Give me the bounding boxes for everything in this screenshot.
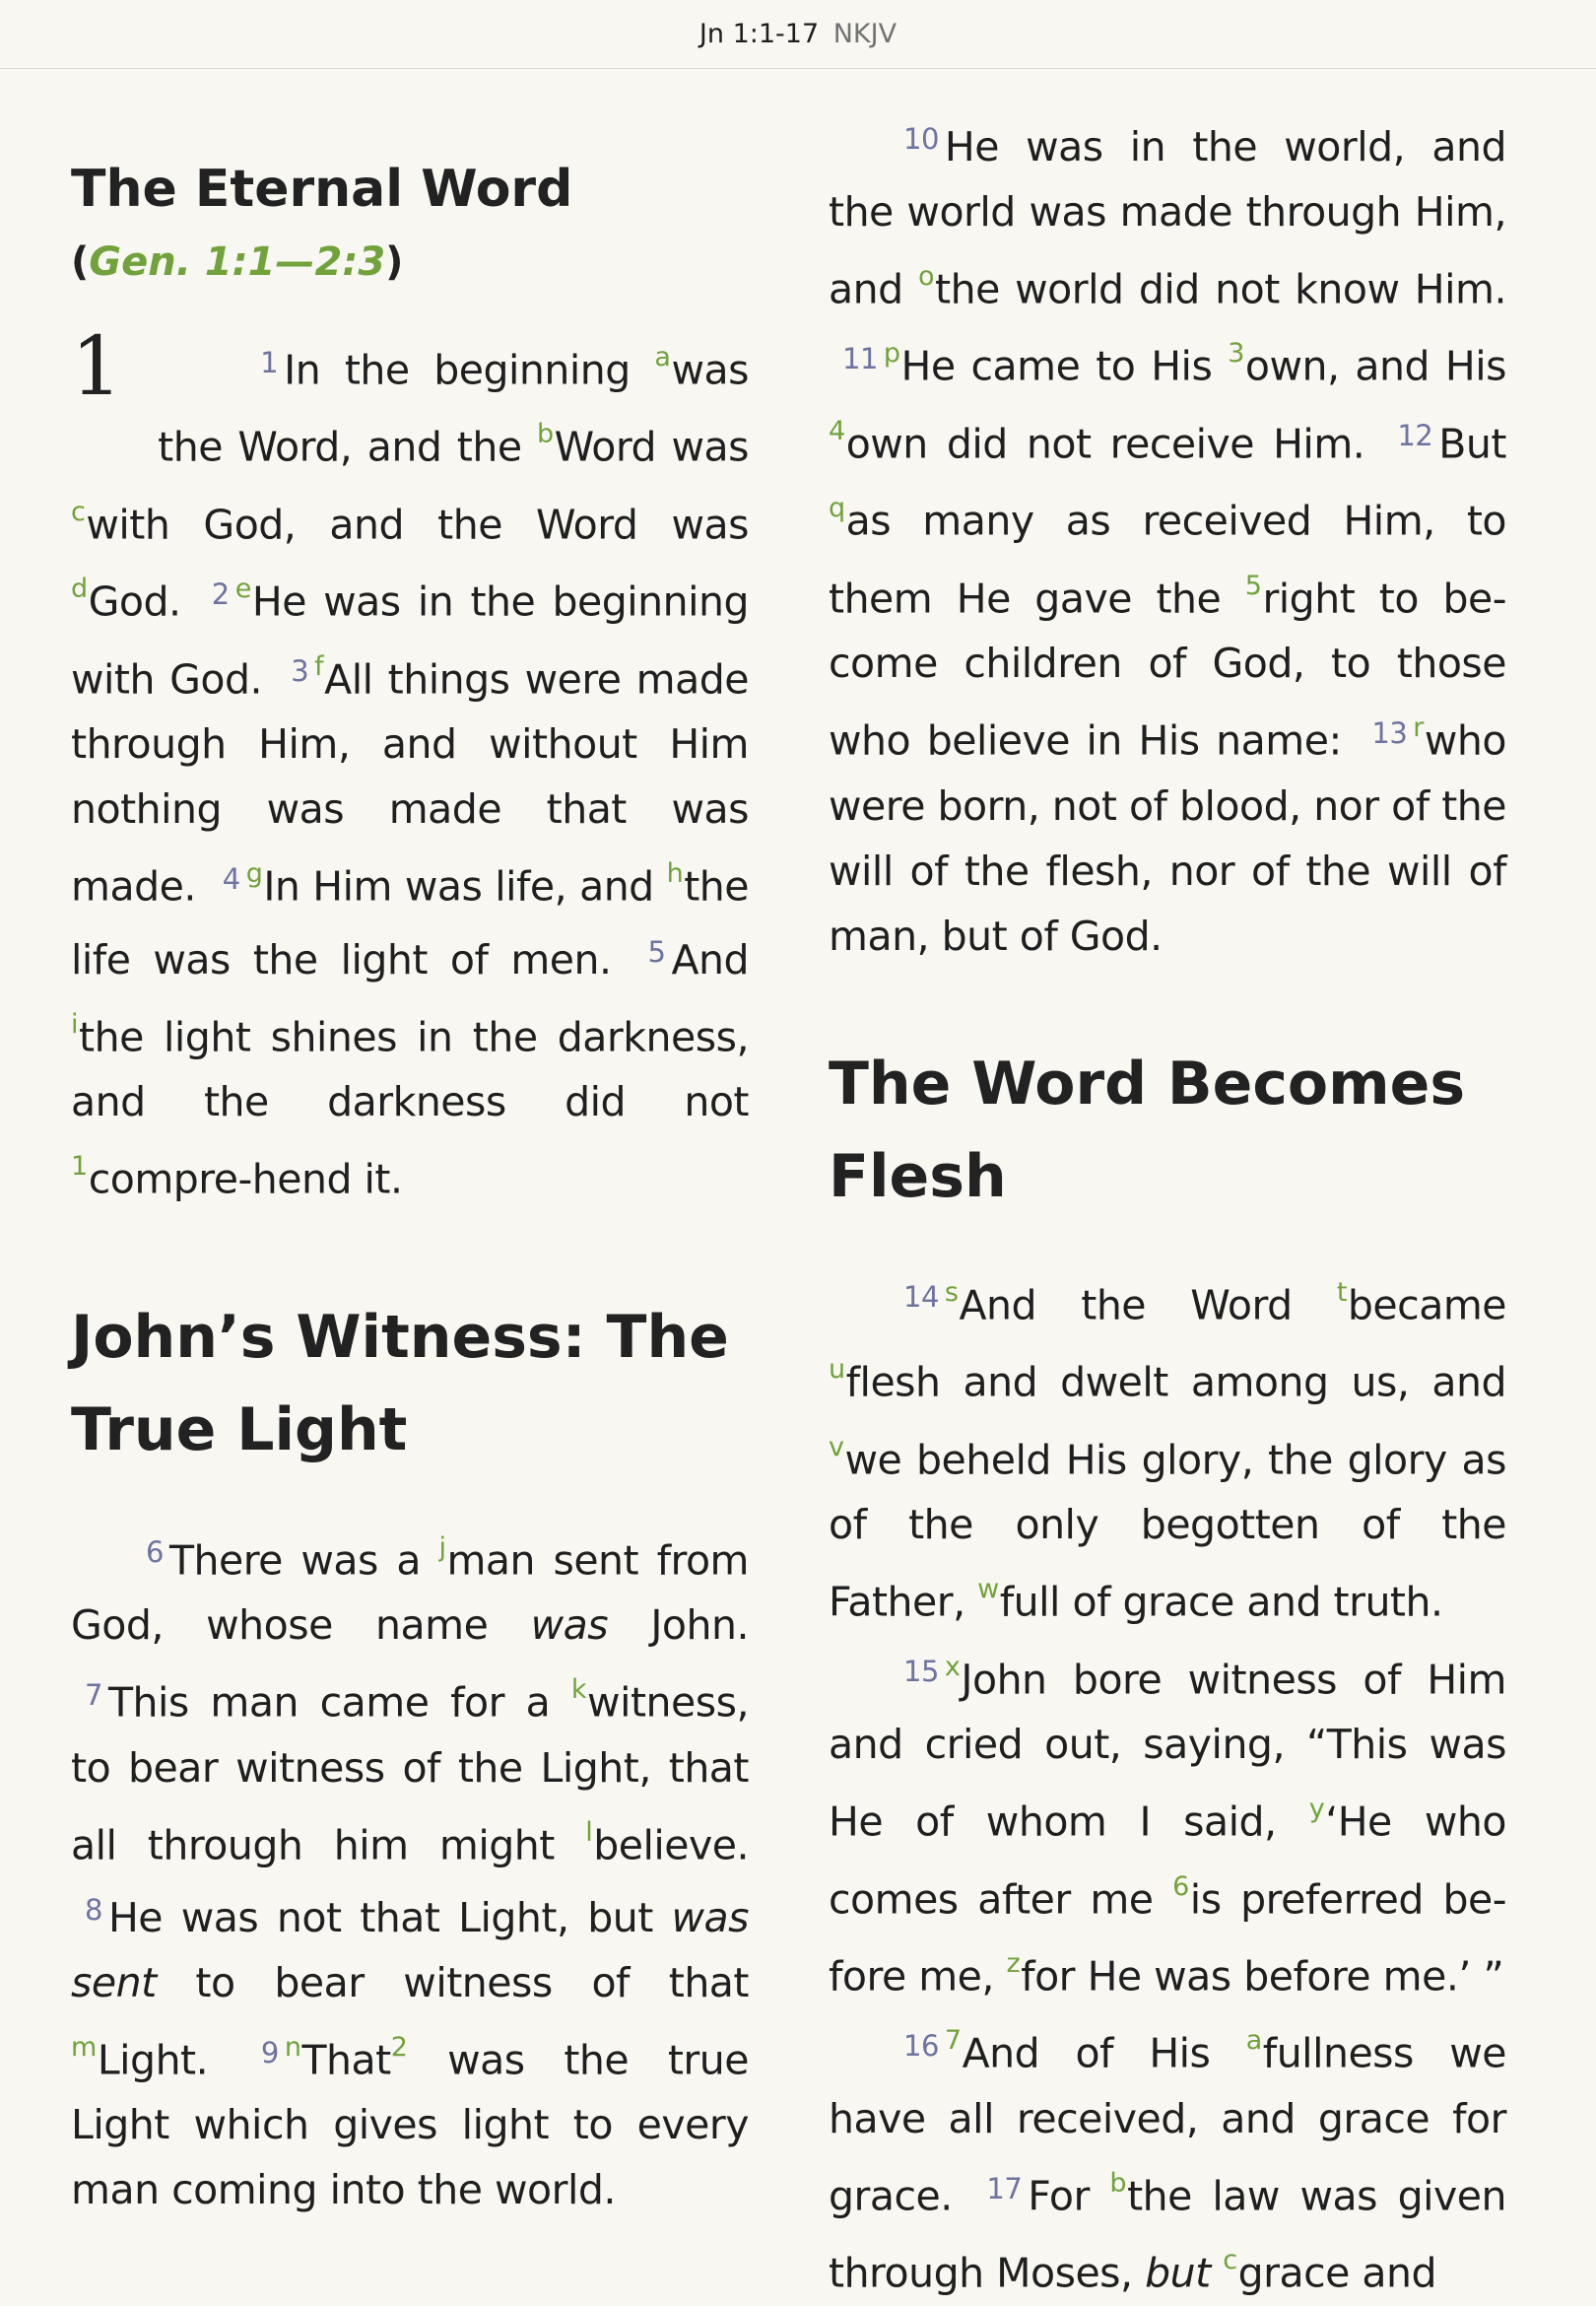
verse-paragraph [829, 106, 1506, 969]
footnote-marker[interactable]: y [1308, 1794, 1325, 1825]
right-column [829, 106, 1506, 2306]
verse-number[interactable]: 6 [146, 1535, 164, 1570]
footnote-marker[interactable]: j [438, 1531, 446, 1563]
verse-text: to bear witness of that [156, 1958, 749, 2006]
passage-reference[interactable]: Jn 1:1-17 [698, 19, 820, 49]
verse-text: for He was before me.’ ” [1021, 1952, 1504, 2001]
verse-number[interactable]: 16 [903, 2029, 939, 2064]
verse-text: the law was given through Moses, [829, 2172, 1506, 2297]
verse-number[interactable]: 10 [903, 122, 939, 156]
footnote-marker[interactable]: t [1336, 1276, 1347, 1308]
verse-text: Light. [97, 2036, 247, 2084]
verse-text: as many as received Him, to them He gave the [829, 497, 1506, 623]
footnote-marker[interactable]: q [829, 493, 845, 524]
verse-text: witness, to bear witness of the Light, that all through him might [71, 1678, 749, 1869]
footnote-marker[interactable]: x [944, 1651, 961, 1682]
verse-text: right to be-come children of God, to those who believe in His name: [829, 575, 1506, 765]
verse-paragraph [829, 2008, 1506, 2305]
verse-text: For [1028, 2172, 1110, 2220]
footnote-marker[interactable]: c [71, 496, 86, 527]
footnote-marker[interactable]: 1 [71, 1151, 88, 1183]
verse-text: That [301, 2036, 391, 2084]
verse-text: ‘He who comes after me [829, 1797, 1506, 1923]
heading-cross-reference [71, 233, 749, 292]
verse-number[interactable]: 13 [1371, 715, 1408, 750]
verse-text: All things were made through Him, and without Him nothing was made that was made. [71, 655, 749, 911]
footnote-marker[interactable]: a [654, 342, 671, 373]
footnote-marker[interactable]: k [570, 1674, 587, 1706]
verse-paragraph [71, 1516, 749, 2223]
verse-text: the light shines in the darkness, and the darkness did not [71, 1013, 749, 1126]
footnote-marker[interactable]: g [245, 858, 263, 890]
verse-text: flesh and dwelt among us, and [845, 1358, 1506, 1406]
verse-text: was the true Light which gives light to every man coming into the world. [71, 2036, 749, 2214]
italic-text: but [1145, 2249, 1211, 2297]
verse-number[interactable]: 9 [260, 2035, 279, 2069]
footnote-marker[interactable]: m [71, 2031, 97, 2063]
verse-paragraph [71, 320, 750, 1212]
verse-text: In the beginning [284, 346, 655, 394]
footnote-marker[interactable]: b [1109, 2167, 1127, 2199]
verse-text: we beheld His glory, the glory as of the only begotten of the Father, [829, 1436, 1506, 1626]
verse-number[interactable]: 17 [986, 2171, 1023, 2205]
verse-number[interactable]: 14 [903, 1280, 939, 1315]
verse-number[interactable]: 7 [85, 1677, 102, 1712]
xref-open-paren: ( [71, 239, 90, 285]
footnote-marker[interactable]: w [977, 1574, 999, 1605]
section-heading-word-becomes-flesh: The Word Becomes Flesh [829, 1049, 1466, 1211]
verse-number[interactable]: 1 [260, 345, 279, 379]
verse-number[interactable]: 15 [903, 1655, 939, 1689]
verse-text: This man came for a [107, 1678, 571, 1727]
verse-text: own, and His [1244, 342, 1507, 390]
verse-text: And [671, 935, 749, 983]
verse-text: He came to His [900, 342, 1229, 390]
verse-text: John. [608, 1601, 749, 1650]
verse-text: John bore witness of Him and cried out, saying, “This was He of whom I said, [829, 1656, 1506, 1846]
footnote-marker[interactable]: u [829, 1354, 845, 1386]
footnote-marker[interactable]: c [1223, 2245, 1237, 2276]
verse-paragraph [829, 1260, 1506, 1635]
footnote-marker[interactable]: v [829, 1431, 844, 1462]
verse-text: own did not receive Him. [845, 420, 1384, 468]
footnote-marker[interactable]: 5 [1244, 570, 1262, 601]
footnote-marker[interactable]: n [284, 2031, 301, 2063]
verse-text: He was in the beginning with God. [71, 577, 750, 704]
chapter-number: 1 [71, 320, 123, 414]
footnote-marker[interactable]: 2 [390, 2031, 408, 2063]
verse-number[interactable]: 5 [647, 934, 666, 969]
footnote-marker[interactable]: s [944, 1276, 959, 1308]
verse-text: believe. [593, 1821, 749, 1869]
verse-text: the life was the light of men. [71, 862, 749, 983]
verse-text: He was not that Light, but [107, 1893, 672, 1941]
footnote-marker[interactable]: 7 [944, 2025, 962, 2057]
top-bar [0, 0, 1596, 69]
verse-text: He was in the world, and the world was made through Him, and [829, 122, 1506, 313]
footnote-marker[interactable]: d [71, 574, 88, 605]
footnote-marker[interactable]: a [1245, 2025, 1262, 2057]
verse-text: became [1347, 1281, 1506, 1329]
verse-text [1211, 2250, 1224, 2297]
verse-text: God. [88, 577, 198, 626]
bible-version[interactable]: NKJV [832, 19, 898, 49]
xref-link[interactable]: Gen. 1:1—2:3 [89, 239, 386, 285]
verse-number[interactable]: 3 [291, 654, 309, 689]
verse-text: with God, and the Word was [86, 501, 749, 549]
footnote-marker[interactable]: 6 [1172, 1870, 1189, 1902]
verse-number[interactable]: 2 [211, 577, 230, 611]
verse-text: was the Word, and the [158, 346, 749, 471]
footnote-marker[interactable]: p [883, 338, 900, 370]
verse-text: full of grace and truth. [999, 1578, 1443, 1626]
verse-number[interactable]: 8 [85, 1893, 102, 1928]
verse-text: And the Word [959, 1281, 1337, 1329]
verse-text: There was a [168, 1536, 439, 1585]
verse-text: fullness we have all received, and grace for grace. [829, 2029, 1506, 2220]
footnote-marker[interactable]: l [585, 1816, 593, 1848]
left-column [71, 118, 749, 2222]
section-heading-eternal-word: The Eternal Word [71, 160, 573, 219]
footnote-marker[interactable]: f [314, 650, 324, 682]
verse-text: But [1438, 420, 1506, 468]
footnote-marker[interactable]: i [71, 1008, 79, 1040]
footnote-marker[interactable]: e [234, 574, 251, 605]
verse-text: who were born, not of blood, nor of the will of the flesh, nor of the will of man, but of God. [829, 716, 1506, 960]
verse-text: the world did not know Him. [935, 265, 1507, 313]
verse-number[interactable]: 11 [842, 341, 878, 375]
footnote-marker[interactable]: b [537, 419, 554, 450]
italic-text: was sent [71, 1893, 749, 2006]
footnote-marker[interactable]: 4 [829, 415, 845, 446]
footnote-marker[interactable]: z [1006, 1947, 1021, 1979]
verse-text: And of His [962, 2029, 1246, 2077]
verse-text: grace and [1237, 2249, 1437, 2297]
xref-close-paren: ) [385, 239, 404, 285]
verse-paragraph [829, 1635, 1506, 2009]
verse-text: compre-hend it. [88, 1155, 403, 1203]
verse-number[interactable]: 12 [1397, 419, 1433, 453]
verse-text: man sent from God, whose name [71, 1536, 749, 1650]
footnote-marker[interactable]: 3 [1228, 338, 1244, 370]
footnote-marker[interactable]: o [917, 260, 935, 292]
verse-number[interactable]: 4 [222, 861, 240, 896]
footnote-marker[interactable]: h [666, 858, 684, 890]
verse-text: In Him was life, and [263, 862, 667, 911]
verse-text: Word was [554, 423, 749, 471]
footnote-marker[interactable]: r [1413, 712, 1424, 744]
verse-text: is preferred be-fore me, [829, 1874, 1506, 2001]
section-heading-johns-witness: John’s Witness: The True Light [71, 1302, 729, 1464]
italic-text: was [530, 1601, 609, 1650]
